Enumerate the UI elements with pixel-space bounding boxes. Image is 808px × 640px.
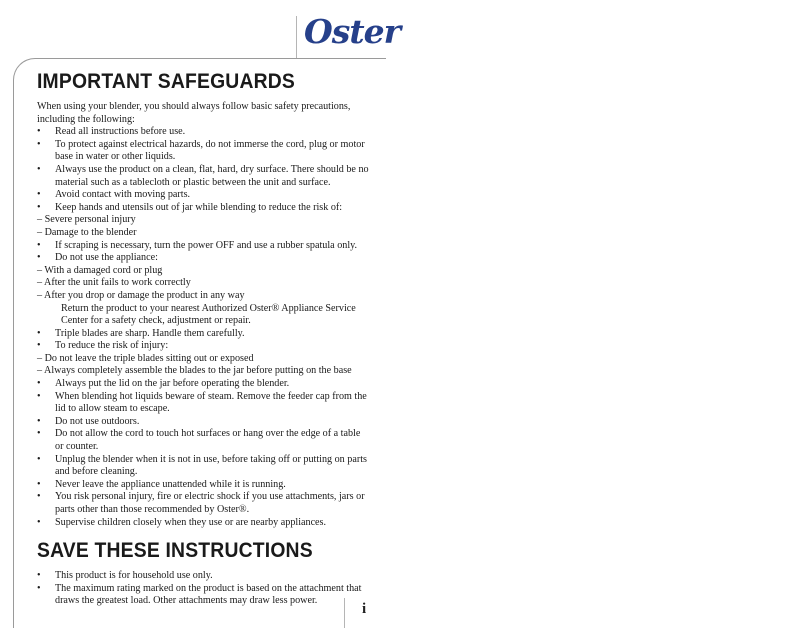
list-item-text: To protect against electrical hazards, do not immerse the cord, plug or motor base in water or other liquids. [55, 138, 365, 163]
list-item-text: Supervise children closely when they use or are nearby appliances. [55, 516, 327, 528]
bullet-icon: • [37, 378, 41, 390]
bullet-icon: • [37, 478, 41, 490]
list-item-text: Avoid contact with moving parts. [55, 189, 191, 201]
sub-item: – Damage to the blender [37, 226, 137, 238]
list-item [37, 454, 371, 479]
bullet-icon: • [37, 415, 41, 427]
list-item-text: Always put the lid on the jar before operating the blender. [55, 378, 290, 390]
save-instructions-heading: SAVE THESE INSTRUCTIONS [37, 538, 313, 563]
manual-content [37, 68, 371, 608]
list-item [37, 479, 371, 492]
list-item-text: If scraping is necessary, turn the power OFF and use a rubber spatula only. [55, 239, 358, 251]
save-instructions-list [37, 570, 371, 608]
list-item [37, 428, 371, 453]
list-item-text: Do not use outdoors. [55, 415, 140, 427]
list-item [37, 189, 371, 202]
list-item-text: You risk personal injury, fire or electric shock if you use attachments, jars or parts other than those recommended by Oster®. [55, 491, 365, 515]
list-item [37, 328, 371, 341]
footer-divider [344, 598, 345, 628]
service-note: Return the product to your nearest Authorized Oster® Appliance Service Center for a safety check, adjustment or repair. [61, 302, 356, 327]
sub-item: – Always completely assemble the blades to the jar before putting on the base [37, 365, 352, 377]
bullet-icon: • [37, 582, 41, 594]
list-item-text: Never leave the appliance unattended while it is running. [55, 478, 286, 490]
bullet-icon: • [37, 189, 41, 201]
list-item [37, 164, 371, 189]
bullet-icon: • [37, 138, 41, 150]
list-item [37, 378, 371, 391]
list-item-text: This product is for household use only. [55, 570, 213, 582]
logo-divider [296, 16, 297, 58]
list-item [37, 391, 371, 416]
list-item-text: Read all instructions before use. [55, 126, 186, 138]
list-item-text: Do not allow the cord to touch hot surfaces or hang over the edge of a table or counter. [55, 428, 361, 453]
list-item [37, 139, 371, 164]
safeguards-intro: When using your blender, you should always follow basic safety precautions, including the following: [37, 101, 351, 125]
list-item-text: Keep hands and utensils out of jar while blending to reduce the risk of: [55, 201, 343, 213]
bullet-icon: • [37, 428, 41, 440]
list-item [37, 240, 371, 253]
list-item [37, 491, 371, 516]
bullet-icon: • [37, 126, 41, 138]
bullet-icon: • [37, 340, 41, 352]
list-item [37, 517, 371, 530]
bullet-icon: • [37, 201, 41, 213]
bullet-icon: • [37, 516, 41, 528]
list-item [37, 570, 371, 583]
list-item-text: Triple blades are sharp. Handle them carefully. [55, 327, 245, 339]
bullet-icon: • [37, 239, 41, 251]
list-item [37, 416, 371, 429]
list-item [37, 583, 371, 608]
bullet-icon: • [37, 163, 41, 175]
list-item-text: The maximum rating marked on the product is based on the attachment that draws the greatest load. Other attachments may draw less power. [55, 582, 362, 607]
safeguards-heading: IMPORTANT SAFEGUARDS [37, 69, 296, 93]
page-number: i [362, 601, 367, 617]
oster-logo: Oster [304, 12, 400, 51]
sub-item: – Severe personal injury [37, 214, 136, 226]
sub-item: – After you drop or damage the product in any way [37, 289, 245, 301]
bullet-icon: • [37, 252, 41, 264]
sub-item: – Do not leave the triple blades sitting out or exposed [37, 352, 254, 364]
bullet-icon: • [37, 491, 41, 503]
bullet-icon: • [37, 453, 41, 465]
list-item [37, 252, 371, 328]
sub-item: – With a damaged cord or plug [37, 264, 163, 276]
list-item [37, 202, 371, 240]
safeguards-list [37, 126, 371, 529]
bullet-icon: • [37, 327, 41, 339]
list-item-text: Unplug the blender when it is not in use, before taking off or putting on parts and before cleaning. [55, 453, 367, 478]
list-item [37, 126, 371, 139]
bullet-icon: • [37, 570, 41, 582]
list-item-text: To reduce the risk of injury: [55, 340, 169, 352]
sub-item: – After the unit fails to work correctly [37, 277, 191, 289]
bullet-icon: • [37, 390, 41, 402]
list-item-text: Do not use the appliance: [55, 252, 158, 264]
list-item-text: Always use the product on a clean, flat, hard, dry surface. There should be no material such as a tablecloth or plastic between the unit and surface. [55, 163, 369, 188]
list-item-text: When blending hot liquids beware of steam. Remove the feeder cap from the lid to allow steam to escape. [55, 390, 367, 415]
list-item [37, 340, 371, 378]
